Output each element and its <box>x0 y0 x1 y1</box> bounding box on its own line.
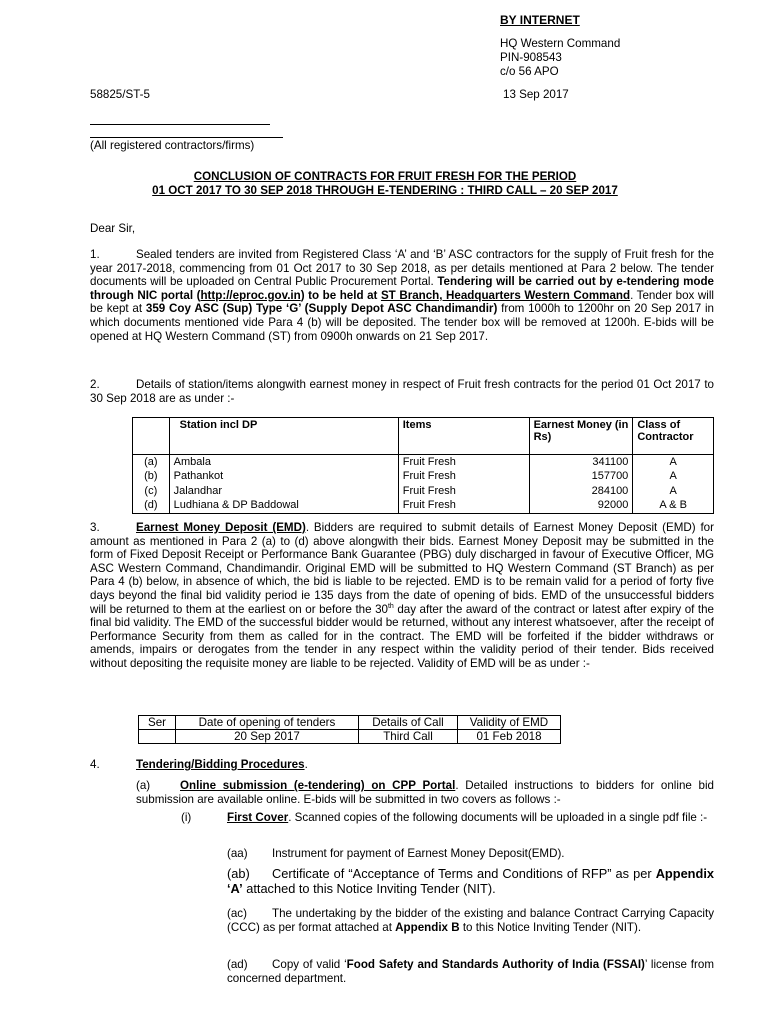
letter-date: 13 Sep 2017 <box>503 88 569 101</box>
table-cell <box>139 730 176 744</box>
first-cover-heading: First Cover <box>227 811 289 824</box>
appendix-a-ref: Appendix ‘A’ <box>227 866 714 896</box>
superscript: th <box>387 602 394 610</box>
table-row <box>133 469 714 483</box>
subject-line-2: 01 OCT 2017 TO 30 SEP 2018 THROUGH E-TENDERING : THIRD CALL – 20 SEP 2017 <box>152 184 618 197</box>
item-text: The undertaking by the bidder of the existing and balance Contract Carrying Capacity (CCC) as per format attached at <box>227 907 714 934</box>
table-cell: 284100 <box>529 484 633 498</box>
table-row <box>133 484 714 498</box>
table-cell: (c) <box>133 484 170 498</box>
venue-text: ST Branch, Headquarters Western Command <box>380 288 631 302</box>
table-row <box>139 730 561 744</box>
table-cell: Fruit Fresh <box>398 455 529 470</box>
table-cell: Ambala <box>169 455 398 470</box>
table-header-cell: Validity of EMD <box>458 716 561 730</box>
para-text: . <box>304 758 308 771</box>
paragraph-2 <box>90 378 714 405</box>
para-text: . Tender box will be kept at <box>90 288 714 316</box>
para-text: Sealed tenders are invited from Registered Class ‘A’ and ‘B’ ASC contractors for the supply of Fruit fresh for the year 2017-2018, commencing from 01 Oct 2017 to 30 Sep 2018, as per details mentioned at Para 2 below. The tender documents will be uploaded on Central Public Procurement Portal. <box>90 248 714 289</box>
table-cell: (d) <box>133 498 170 513</box>
table-header-cell: Earnest Money (in Rs) <box>529 418 633 455</box>
para-text: Details of station/items alongwith earnest money in respect of Fruit fresh contracts for the period 01 Oct 2017 to 30 Sep 2018 are as under :- <box>90 378 714 405</box>
item-ac <box>227 907 714 934</box>
item-number: (ab) <box>227 866 250 881</box>
table-cell: Third Call <box>359 730 458 744</box>
table-header-cell: Date of opening of tenders <box>176 716 359 730</box>
table-header-cell: Items <box>398 418 529 455</box>
appendix-b-ref: Appendix B <box>395 920 460 934</box>
nic-portal-link[interactable]: http://eproc.gov.in <box>200 288 301 302</box>
table-cell: Fruit Fresh <box>398 484 529 498</box>
recipient: (All registered contractors/firms) <box>90 139 255 152</box>
item-text: Certificate of “Acceptance of Terms and Conditions of RFP” as per <box>272 866 656 881</box>
address-line: PIN-908543 <box>500 50 562 64</box>
item-text: ’ license from concerned department. <box>227 958 714 985</box>
tender-box-location: 359 Coy ASC (Sup) Type ‘G’ (Supply Depot ASC Chandimandir) <box>145 302 498 316</box>
para-text: . Scanned copies of the following documents will be uploaded in a single pdf file :- <box>288 811 708 824</box>
subpara-number: (a) <box>136 779 151 792</box>
table-cell: A <box>633 484 714 498</box>
item-number: (ac) <box>227 907 247 920</box>
item-text: attached to this Notice Inviting Tender (NIT). <box>242 881 496 896</box>
table-header-cell: Station incl DP <box>169 418 398 455</box>
table-header-cell: Details of Call <box>359 716 458 730</box>
recipient-blank-line <box>90 137 283 138</box>
table-cell: Fruit Fresh <box>398 469 529 483</box>
item-aa <box>227 847 714 861</box>
para-text: . Bidders are required to submit details of Earnest Money Deposit (EMD) for amount as mentioned in Para 2 (a) to (d) above alongwith their bids. Earnest Money Deposit may be submitted in the form of Fixed Deposit Receipt or Performance Bank Guarantee (PBG) duly discharged in favour of Executive Officer, MG ASC Western Command, Chandimandir. Original EMD will be submitted to HQ Western Command (ST Branch) as per Para 4 (b) below, in absence of which, the bid is liable to be rejected. EMD is to be remain valid for a period of forty five days beyond the final bid validity period ie 135 days from the date of opening of bids. EMD of the unsuccessful bidders will be returned to them at the earliest on or before the 30 <box>90 521 714 616</box>
item-number: (aa) <box>227 847 248 860</box>
fssai-text: Food Safety and Standards Authority of India (FSSAI) <box>346 958 645 971</box>
table-cell: Jalandhar <box>169 484 398 498</box>
subpara-a <box>136 779 714 806</box>
table-header-row <box>139 716 561 730</box>
by-internet-label: BY INTERNET <box>500 13 580 27</box>
table-cell: 341100 <box>529 455 633 470</box>
subject-line-1: CONCLUSION OF CONTRACTS FOR FRUIT FRESH FOR THE PERIOD <box>193 170 577 183</box>
station-items-table <box>132 417 714 514</box>
table-cell: A & B <box>633 498 714 513</box>
subpara-number: (i) <box>181 811 192 824</box>
para-number: 2. <box>90 378 100 391</box>
item-ab <box>227 866 714 896</box>
table-cell: 92000 <box>529 498 633 513</box>
table-cell: 20 Sep 2017 <box>176 730 359 744</box>
table-cell: (a) <box>133 455 170 470</box>
para-number: 4. <box>90 758 100 771</box>
paragraph-1 <box>90 248 714 343</box>
item-text: Instrument for payment of Earnest Money Deposit(EMD). <box>272 847 565 860</box>
table-cell: Ludhiana & DP Baddowal <box>169 498 398 513</box>
para-number: 1. <box>90 248 100 261</box>
salutation: Dear Sir, <box>90 222 136 235</box>
table-cell: (b) <box>133 469 170 483</box>
table-cell: A <box>633 455 714 470</box>
table-cell: 01 Feb 2018 <box>458 730 561 744</box>
table-row <box>133 455 714 470</box>
table-header-cell <box>133 418 170 455</box>
recipient-blank-line <box>90 124 270 125</box>
table-row <box>133 498 714 513</box>
item-text: Copy of valid ‘ <box>272 958 347 971</box>
emd-heading: Earnest Money Deposit (EMD) <box>136 521 306 534</box>
item-ad <box>227 958 714 985</box>
table-cell: Pathankot <box>169 469 398 483</box>
paragraph-3 <box>90 521 714 671</box>
online-submission-heading: Online submission (e-tendering) on CPP Portal <box>180 779 456 792</box>
item-number: (ad) <box>227 958 248 971</box>
paragraph-4-heading <box>90 758 308 772</box>
table-header-cell: Ser <box>139 716 176 730</box>
para-bold-text: Tendering will be carried out by e-tendering mode through NIC portal ( <box>90 275 714 302</box>
table-header-cell: Class of Contractor <box>633 418 714 455</box>
para-bold-text: ) to be held at <box>300 288 381 302</box>
table-header-row <box>133 418 714 455</box>
para-text: day after the award of the contract or latest after expiry of the final bid validity. The EMD of the successful bidder would be returned, without any interest whatsoever, after the receipt of Performance Security from them as called for in the contract. The EMD will be forfeited if the bidder withdraws or amends, impairs or derogates from the tender in any respect within the validity period of their tender. Bids received without depositing the requisite money are liable to be rejected. Validity of EMD will be as under :- <box>90 602 714 670</box>
subpara-i <box>181 811 714 825</box>
para-text: . Detailed instructions to bidders for online bid submission are available online. E-bids will be submitted in two covers as follows :- <box>136 779 714 806</box>
table-cell: Fruit Fresh <box>398 498 529 513</box>
table-cell: A <box>633 469 714 483</box>
item-text: to this Notice Inviting Tender (NIT). <box>459 920 642 934</box>
reference-number: 58825/ST-5 <box>90 88 150 101</box>
para-number: 3. <box>90 521 100 534</box>
sender-address <box>500 37 620 78</box>
address-line: HQ Western Command <box>500 37 621 50</box>
address-line: c/o 56 APO <box>500 64 559 78</box>
emd-validity-table <box>138 715 561 744</box>
para-text: from 1000h to 1200hr on 20 Sep 2017 in which documents mentioned vide Para 4 (b) will be deposited. The tender box will be removed at 1200h. E-bids will be opened at HQ Western Command (ST) from 0900h onwards on 21 Sep 2017. <box>90 302 715 343</box>
tendering-heading: Tendering/Bidding Procedures <box>136 758 305 771</box>
table-cell: 157700 <box>529 469 633 483</box>
